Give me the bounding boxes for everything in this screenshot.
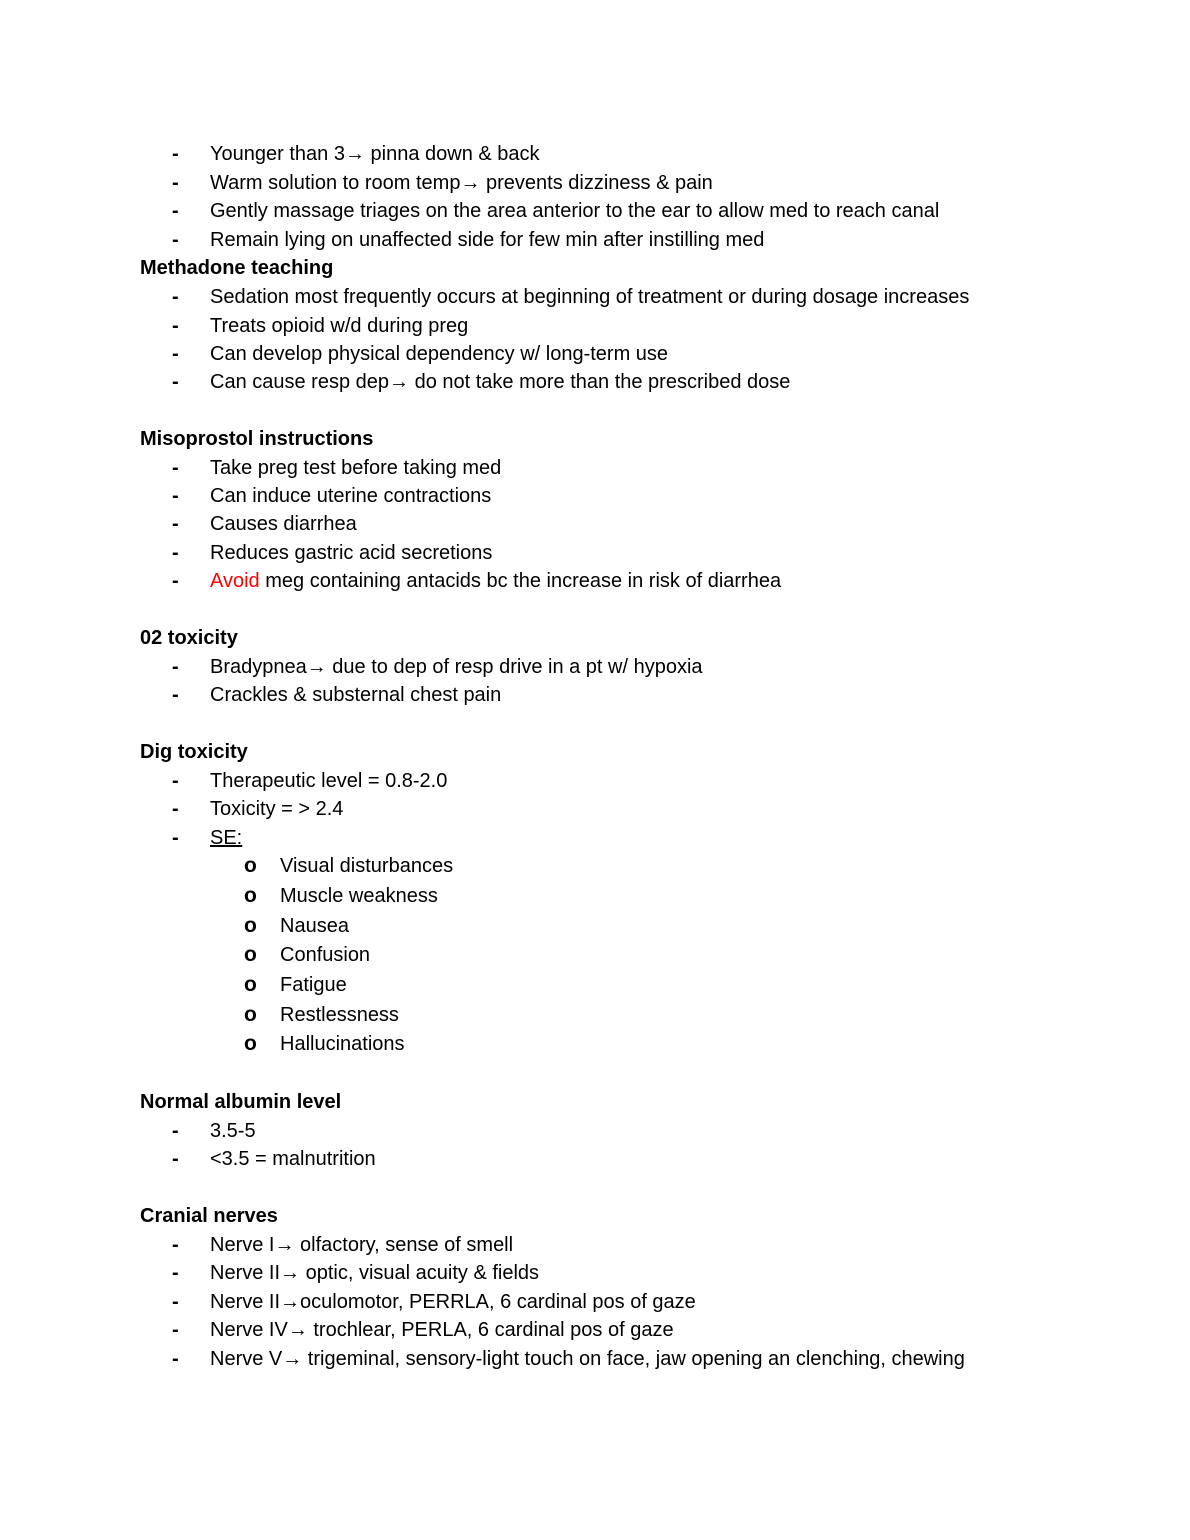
bullet-marker: - (172, 1234, 179, 1256)
arrow-icon: → (287, 1319, 308, 1341)
list-item: Toxicity = > 2.4 (210, 798, 344, 820)
bullet-marker: - (172, 371, 179, 393)
section-heading-methadone: Methadone teaching (140, 257, 334, 279)
item-text: Nerve V (210, 1348, 283, 1370)
item-text: Can cause resp dep (210, 371, 390, 393)
bullet-marker: - (172, 1120, 179, 1142)
sub-bullet-marker: o (244, 854, 257, 877)
sub-bullet-marker: o (244, 1003, 257, 1026)
bullet-marker: - (172, 315, 179, 337)
bullet-marker: - (172, 343, 179, 365)
highlight-text: Avoid (210, 570, 260, 592)
item-text: due to dep of resp drive in a pt w/ hypoxia (326, 656, 703, 678)
list-item: Treats opioid w/d during preg (210, 315, 469, 337)
list-item: <3.5 = malnutrition (210, 1148, 376, 1170)
item-text: trigeminal, sensory-light touch on face, jaw opening an clenching, chewing (302, 1348, 965, 1370)
arrow-icon: → (389, 371, 410, 393)
item-text: Warm solution to room temp (210, 172, 461, 194)
list-item: Can induce uterine contractions (210, 485, 492, 507)
arrow-icon: → (460, 172, 481, 194)
bullet-marker: - (172, 200, 179, 222)
arrow-icon: → (274, 1234, 295, 1256)
sub-list-item: Restlessness (280, 1004, 399, 1026)
sub-bullet-marker: o (244, 914, 257, 937)
list-item (210, 1345, 965, 1373)
list-item (210, 1231, 513, 1259)
item-text: Nerve II (210, 1262, 281, 1284)
bullet-marker: - (172, 542, 179, 564)
list-item (210, 140, 540, 168)
bullet-marker: - (172, 1348, 179, 1370)
list-item (210, 567, 781, 595)
list-item: Take preg test before taking med (210, 457, 502, 479)
sub-bullet-marker: o (244, 884, 257, 907)
sub-list-item: Hallucinations (280, 1033, 405, 1055)
list-item (210, 169, 713, 197)
sub-list-item: Nausea (280, 915, 349, 937)
arrow-icon: → (280, 1291, 301, 1313)
list-item (210, 1316, 674, 1344)
list-item: Crackles & substernal chest pain (210, 684, 502, 706)
section-heading-cranial-nerves: Cranial nerves (140, 1205, 278, 1227)
bullet-marker: - (172, 798, 179, 820)
sub-bullet-marker: o (244, 943, 257, 966)
section-heading-dig-toxicity: Dig toxicity (140, 741, 248, 763)
section-heading-o2-toxicity: 02 toxicity (140, 627, 238, 649)
bullet-marker: - (172, 457, 179, 479)
list-item (210, 1288, 696, 1316)
list-item (210, 653, 703, 681)
arrow-icon: → (280, 1262, 301, 1284)
item-text: Bradypnea (210, 656, 307, 678)
bullet-marker: - (172, 656, 179, 678)
section-heading-misoprostol: Misoprostol instructions (140, 428, 374, 450)
bullet-marker: - (172, 1291, 179, 1313)
sub-list-item: Muscle weakness (280, 885, 438, 907)
bullet-marker: - (172, 827, 179, 849)
item-text: trochlear, PERLA, 6 cardinal pos of gaze (307, 1319, 674, 1341)
bullet-marker: - (172, 229, 179, 251)
item-text: Nerve IV (210, 1319, 288, 1341)
list-item (210, 368, 790, 396)
arrow-icon: → (306, 656, 327, 678)
bullet-marker: - (172, 172, 179, 194)
bullet-marker: - (172, 143, 179, 165)
item-text: prevents dizziness & pain (480, 172, 713, 194)
item-text: olfactory, sense of smell (294, 1234, 514, 1256)
arrow-icon: → (282, 1348, 303, 1370)
arrow-icon: → (344, 143, 365, 165)
bullet-marker: - (172, 485, 179, 507)
bullet-marker: - (172, 570, 179, 592)
bullet-marker: - (172, 1319, 179, 1341)
list-item: SE: (210, 827, 243, 849)
list-item: Remain lying on unaffected side for few min after instilling med (210, 229, 765, 251)
item-text: Younger than 3 (210, 143, 345, 165)
sub-bullet-marker: o (244, 1032, 257, 1055)
item-text: Nerve I (210, 1234, 275, 1256)
section-heading-albumin: Normal albumin level (140, 1091, 342, 1113)
bullet-marker: - (172, 684, 179, 706)
sub-list-item: Visual disturbances (280, 855, 454, 877)
item-text: do not take more than the prescribed dose (409, 371, 791, 393)
item-text: pinna down & back (364, 143, 540, 165)
sub-bullet-marker: o (244, 973, 257, 996)
bullet-marker: - (172, 770, 179, 792)
sub-list-item: Fatigue (280, 974, 347, 996)
item-text: oculomotor, PERRLA, 6 cardinal pos of gaze (300, 1291, 696, 1313)
list-item: Sedation most frequently occurs at beginning of treatment or during dosage increases (210, 286, 970, 308)
bullet-marker: - (172, 1148, 179, 1170)
list-item: Gently massage triages on the area anterior to the ear to allow med to reach canal (210, 200, 940, 222)
list-item: Causes diarrhea (210, 513, 357, 535)
item-text: meg containing antacids bc the increase in risk of diarrhea (259, 570, 782, 592)
list-item: Reduces gastric acid secretions (210, 542, 493, 564)
bullet-marker: - (172, 1262, 179, 1284)
bullet-marker: - (172, 513, 179, 535)
bullet-marker: - (172, 286, 179, 308)
sub-list-item: Confusion (280, 944, 371, 966)
list-item: 3.5-5 (210, 1120, 256, 1142)
item-text: Nerve II (210, 1291, 281, 1313)
item-text: optic, visual acuity & fields (300, 1262, 540, 1284)
list-item: Can develop physical dependency w/ long-term use (210, 343, 669, 365)
list-item: Therapeutic level = 0.8-2.0 (210, 770, 448, 792)
list-item (210, 1259, 539, 1287)
